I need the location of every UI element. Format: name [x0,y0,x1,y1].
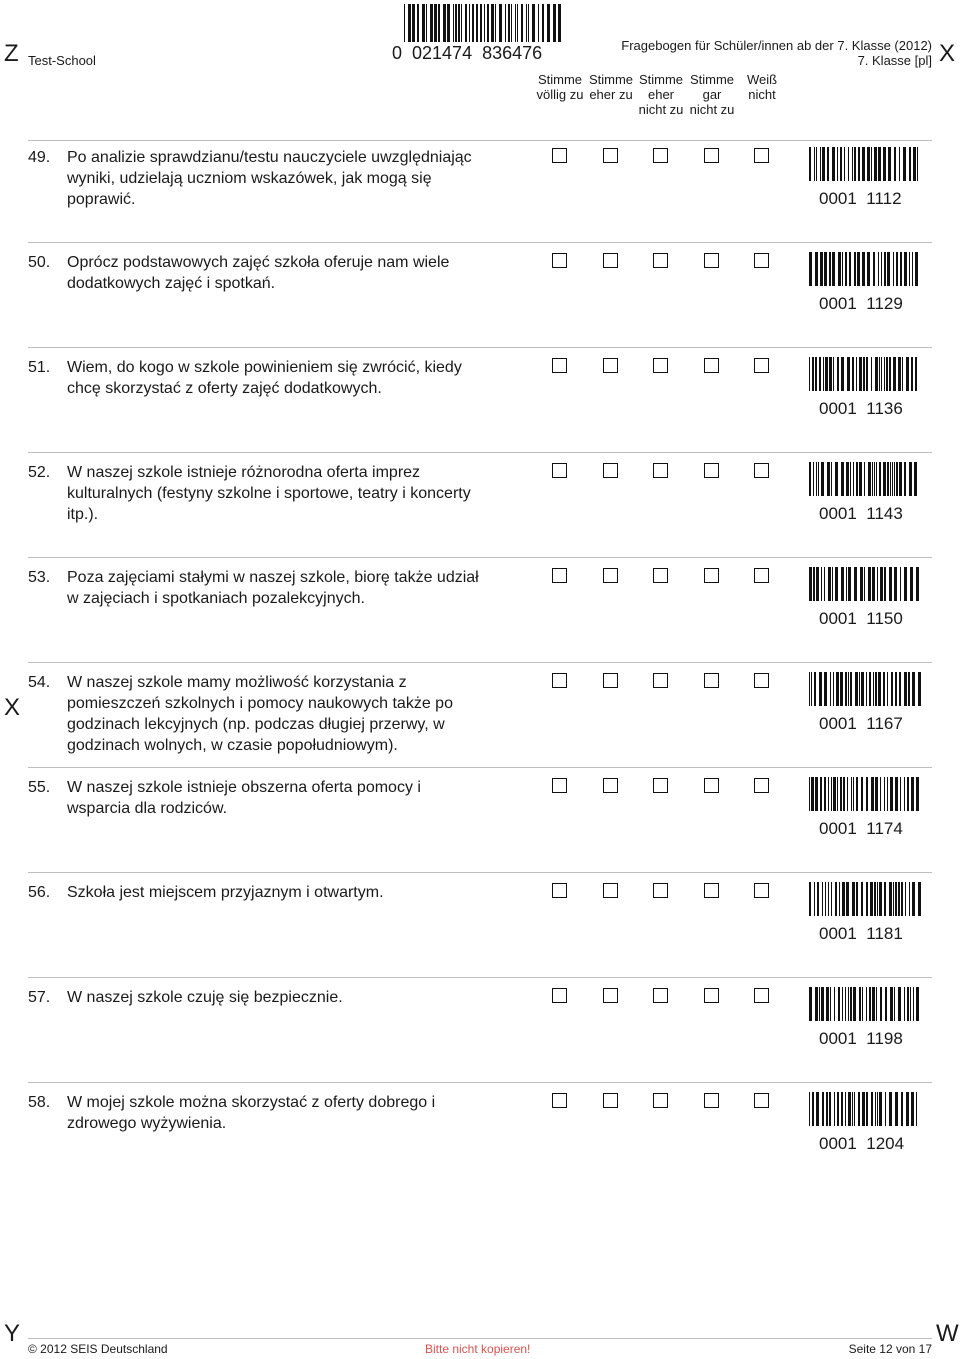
question-number: 57. [28,989,51,1006]
footer-separator [28,1338,932,1339]
answer-checkbox-1[interactable] [552,358,567,373]
form-subtitle: 7. Klasse [pl] [857,53,932,68]
item-code: 0001 1143 [819,504,903,523]
answer-checkbox-1[interactable] [552,883,567,898]
answer-checkbox-5[interactable] [754,148,769,163]
question-text [67,882,519,903]
question-text [67,357,519,399]
answer-checkbox-2[interactable] [603,568,618,583]
footer-notice: Bitte nicht kopieren! [425,1342,531,1356]
answer-checkbox-3[interactable] [653,1093,668,1108]
question-text-line: W mojej szkole można skorzystać z oferty dobrego i [67,1094,436,1111]
item-code: 0001 1150 [819,609,903,628]
question-text [67,1092,519,1134]
question-text-line: pomieszczeń szkolnych i pomocy naukowych także po [67,695,453,712]
question-text-line: poprawić. [67,191,136,208]
question-number: 55. [28,779,51,796]
answer-checkbox-3[interactable] [653,463,668,478]
question-text-line: wsparcia dla rodziców. [67,800,228,817]
barcode-icon [809,462,921,496]
answer-checkbox-2[interactable] [603,148,618,163]
question-text-line: W naszej szkole istnieje obszerna oferta pomocy i [67,779,421,796]
answer-checkbox-4[interactable] [704,883,719,898]
question-number: 51. [28,359,51,376]
answer-checkbox-5[interactable] [754,883,769,898]
answer-checkbox-1[interactable] [552,463,567,478]
answer-checkbox-2[interactable] [603,358,618,373]
question-text-line: Poza zajęciami stałymi w naszej szkole, biorę także udział [67,569,479,586]
question-number: 53. [28,569,51,586]
barcode-icon [809,252,921,286]
answer-column-header-line1: Stimme [537,72,583,87]
answer-checkbox-1[interactable] [552,778,567,793]
barcode-icon [809,567,921,601]
answer-checkbox-4[interactable] [704,568,719,583]
answer-checkbox-2[interactable] [603,253,618,268]
school-label: Test-School [28,53,96,68]
answer-column-header-line1: Stimme [689,72,735,87]
answer-checkbox-2[interactable] [603,883,618,898]
question-text-line: Wiem, do kogo w szkole powinieniem się zwrócić, kiedy [67,359,462,376]
answer-checkbox-2[interactable] [603,778,618,793]
barcode-icon [809,1092,921,1126]
answer-checkbox-2[interactable] [603,1093,618,1108]
corner-mark-top-left: Z [4,40,19,67]
answer-column-header-4 [685,72,739,117]
item-code: 0001 1129 [819,294,903,313]
answer-checkbox-4[interactable] [704,358,719,373]
item-code: 0001 1174 [819,819,903,838]
question-separator [28,242,932,243]
answer-checkbox-3[interactable] [653,883,668,898]
question-text-line: W naszej szkole mamy możliwość korzystania z [67,674,407,691]
barcode-icon [809,777,921,811]
answer-column-header-3 [634,72,688,117]
question-number: 52. [28,464,51,481]
question-number: 50. [28,254,51,271]
answer-checkbox-3[interactable] [653,253,668,268]
answer-checkbox-4[interactable] [704,463,719,478]
question-text-line: Szkoła jest miejscem przyjaznym i otwartym. [67,884,384,901]
answer-column-header-line1: Stimme [588,72,634,87]
answer-column-header-2 [584,72,638,102]
answer-checkbox-5[interactable] [754,253,769,268]
question-text [67,777,519,819]
corner-mark-mid-left: X [4,694,21,721]
answer-checkbox-5[interactable] [754,463,769,478]
answer-checkbox-2[interactable] [603,463,618,478]
question-number: 58. [28,1094,51,1111]
answer-column-header-line1: Stimme [638,72,684,87]
question-text-line: wyniki, udzielają uczniom wskazówek, jak mogą się [67,170,432,187]
item-code: 0001 1167 [819,714,903,733]
answer-checkbox-4[interactable] [704,1093,719,1108]
answer-checkbox-3[interactable] [653,148,668,163]
answer-checkbox-1[interactable] [552,1093,567,1108]
answer-column-header-1 [533,72,587,102]
form-title: Fragebogen für Schüler/innen ab der 7. Klasse (2012) [621,38,932,53]
header-code: 0 021474 836476 [392,43,543,63]
item-code: 0001 1181 [819,924,903,943]
answer-checkbox-5[interactable] [754,673,769,688]
answer-column-header-line2: eher zu [589,87,633,102]
answer-checkbox-1[interactable] [552,988,567,1003]
question-text [67,462,519,525]
barcode-icon [809,357,921,391]
answer-checkbox-5[interactable] [754,778,769,793]
answer-checkbox-3[interactable] [653,778,668,793]
answer-checkbox-3[interactable] [653,358,668,373]
barcode-icon [809,987,921,1021]
answer-checkbox-1[interactable] [552,148,567,163]
answer-checkbox-1[interactable] [552,568,567,583]
question-text-line: dodatkowych zajęć i spotkań. [67,275,276,292]
answer-checkbox-3[interactable] [653,673,668,688]
corner-mark-bottom-left: Y [4,1320,21,1347]
header-separator [28,140,932,141]
barcode-icon [809,882,921,916]
question-text-line: chcę skorzystać z oferty zajęć dodatkowych. [67,380,382,397]
answer-column-header-line2: völlig zu [536,87,584,102]
answer-checkbox-4[interactable] [704,988,719,1003]
question-separator [28,872,932,873]
question-text-line: godzinach lekcyjnych (np. podczas długiej przerwy, w [67,716,445,733]
answer-column-header-5 [735,72,789,102]
question-number: 54. [28,674,51,691]
answer-checkbox-4[interactable] [704,778,719,793]
answer-column-header-line3: nicht zu [638,102,684,117]
question-separator [28,347,932,348]
barcode-icon [809,672,921,706]
answer-checkbox-4[interactable] [704,253,719,268]
footer-copyright: © 2012 SEIS Deutschland [28,1342,168,1356]
answer-checkbox-1[interactable] [552,673,567,688]
question-text [67,987,519,1008]
footer-page-number: Seite 12 von 17 [848,1342,932,1356]
item-code: 0001 1112 [819,189,902,208]
question-text-line: Oprócz podstawowych zajęć szkoła oferuje nam wiele [67,254,450,271]
answer-checkbox-4[interactable] [704,673,719,688]
question-number: 56. [28,884,51,901]
item-code: 0001 1204 [819,1134,905,1153]
answer-checkbox-5[interactable] [754,988,769,1003]
answer-checkbox-2[interactable] [603,988,618,1003]
answer-checkbox-5[interactable] [754,358,769,373]
question-text-line: godzinach wolnych, w czasie popołudniowym). [67,737,398,754]
answer-column-header-line1: Weiß [746,72,778,87]
item-code: 0001 1136 [819,399,903,418]
question-text-line: kulturalnych (festyny szkolne i sportowe, teatry i koncerty [67,485,471,502]
question-number: 49. [28,149,51,166]
question-text [67,147,519,210]
question-text [67,672,519,756]
item-code: 0001 1198 [819,1029,903,1048]
question-text-line: itp.). [67,506,99,523]
header-barcode [404,4,564,42]
answer-column-header-line2: eher [647,87,675,102]
answer-checkbox-3[interactable] [653,988,668,1003]
answer-column-header-line2: gar [702,87,722,102]
question-separator [28,767,932,768]
answer-checkbox-5[interactable] [754,568,769,583]
question-separator [28,557,932,558]
answer-checkbox-2[interactable] [603,673,618,688]
answer-checkbox-1[interactable] [552,253,567,268]
question-text [67,252,519,294]
corner-mark-top-right: X [939,40,956,67]
question-separator [28,662,932,663]
question-separator [28,1082,932,1083]
question-text-line: W naszej szkole istnieje różnorodna oferta imprez [67,464,421,481]
answer-checkbox-5[interactable] [754,1093,769,1108]
answer-column-header-line3: nicht zu [689,102,735,117]
answer-checkbox-4[interactable] [704,148,719,163]
question-separator [28,452,932,453]
barcode-icon [809,147,921,181]
question-separator [28,977,932,978]
question-text-line: zdrowego wyżywienia. [67,1115,227,1132]
answer-column-header-line2: nicht [748,87,776,102]
question-text [67,567,519,609]
corner-mark-bottom-right: W [936,1320,959,1347]
question-text-line: w zajęciach i spotkaniach pozalekcyjnych. [67,590,365,607]
question-text-line: Po analizie sprawdzianu/testu nauczyciele uwzględniając [67,149,472,166]
question-text-line: W naszej szkole czuję się bezpiecznie. [67,989,343,1006]
answer-checkbox-3[interactable] [653,568,668,583]
